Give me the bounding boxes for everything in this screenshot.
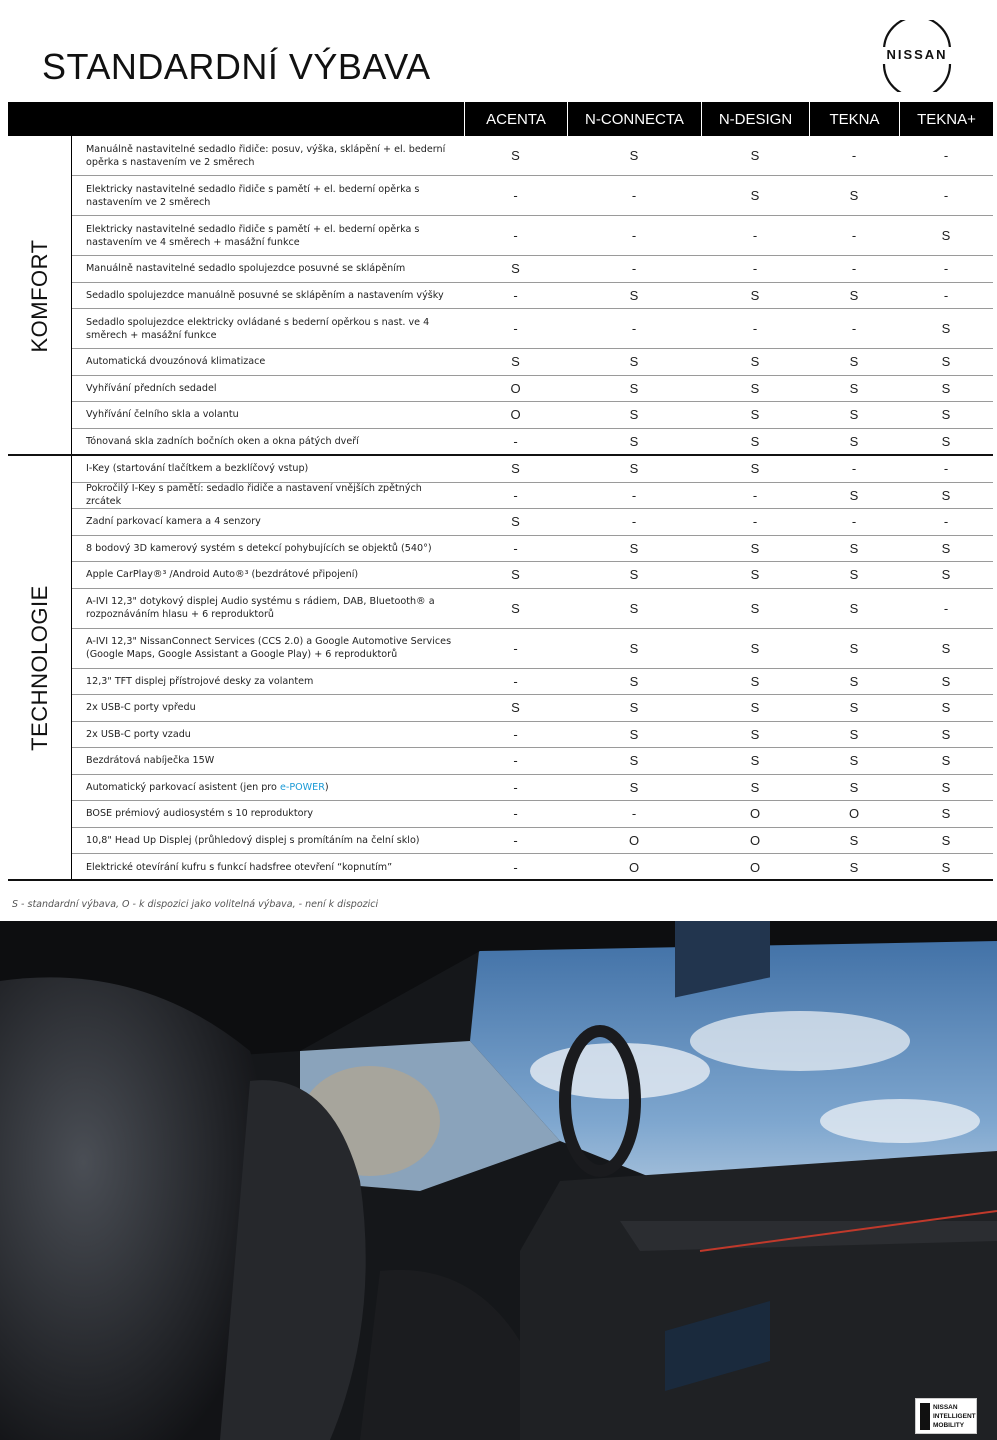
- availability-cell: S: [629, 407, 639, 423]
- table-row: [72, 402, 993, 429]
- availability-cell: S: [941, 859, 951, 875]
- availability-cell: S: [629, 380, 639, 396]
- availability-cell: S: [849, 354, 859, 370]
- availability-cell: -: [513, 487, 518, 503]
- availability-cell: S: [941, 832, 951, 848]
- table-row: [72, 589, 993, 629]
- table-row: [72, 176, 993, 216]
- feature-name: Sedadlo spolujezdce manuálně posuvné se sklápěním a nastavením výšky: [86, 289, 444, 301]
- availability-cell: -: [943, 148, 949, 163]
- table-row: [72, 349, 993, 376]
- availability-cell: -: [631, 321, 637, 336]
- availability-cell: S: [849, 640, 859, 656]
- table-row: [72, 722, 993, 749]
- availability-cell: -: [631, 514, 637, 530]
- feature-name: I-Key (startování tlačítkem a bezklíčový vstup): [86, 463, 309, 475]
- availability-cell: S: [511, 567, 520, 583]
- availability-cell: -: [943, 287, 949, 303]
- availability-cell: O: [848, 806, 860, 822]
- availability-cell: -: [513, 188, 518, 203]
- availability-cell: -: [851, 514, 857, 530]
- feature-name: 8 bodový 3D kamerový systém s detekcí pohybujících se objektů (540°): [86, 542, 432, 554]
- availability-cell: O: [628, 859, 640, 875]
- feature-name: Manuálně nastavitelné sedadlo spolujezdce posuvné se sklápěním: [86, 263, 406, 275]
- availability-cell: -: [851, 321, 857, 336]
- availability-cell: -: [513, 321, 518, 336]
- availability-cell: S: [629, 434, 639, 450]
- availability-cell: S: [849, 487, 859, 503]
- availability-cell: S: [941, 434, 951, 450]
- table-row: [72, 216, 993, 256]
- feature-name: 10,8" Head Up Displej (průhledový displej s promítáním na čelní sklo): [86, 834, 420, 846]
- availability-cell: S: [750, 287, 760, 303]
- availability-cell: S: [849, 407, 859, 423]
- section-rows-technologie: [72, 456, 993, 881]
- availability-cell: S: [750, 354, 760, 370]
- availability-cell: S: [941, 321, 951, 336]
- availability-cell: S: [629, 640, 639, 656]
- availability-cell: S: [849, 779, 859, 795]
- table-row: [72, 828, 993, 855]
- table-row: [72, 456, 993, 483]
- availability-cell: -: [513, 806, 518, 822]
- feature-name: Elektricky nastavitelné sedadlo řidiče s pamětí + el. bederní opěrka s nastavením ve 4 směrech + masážní funkce: [86, 223, 420, 248]
- feature-name: 2x USB-C porty vzadu: [86, 728, 191, 740]
- availability-cell: -: [631, 261, 637, 277]
- availability-cell: S: [849, 380, 859, 396]
- availability-cell: S: [629, 461, 639, 477]
- availability-cell: -: [631, 228, 637, 243]
- availability-cell: S: [750, 461, 760, 477]
- feature-name: 2x USB-C porty vpředu: [86, 702, 196, 714]
- availability-cell: -: [513, 753, 518, 769]
- column-header-acenta: ACENTA: [464, 102, 567, 136]
- table-row: [72, 376, 993, 403]
- feature-name: A-IVI 12,3" NissanConnect Services (CCS 2.0) a Google Automotive Services (Google Maps, Google Assistant a Google Play) + 6 reproduktorů: [86, 636, 452, 660]
- availability-cell: S: [511, 461, 520, 477]
- table-header: [8, 102, 993, 136]
- feature-name: Automatická dvouzónová klimatizace: [86, 356, 266, 368]
- availability-cell: -: [752, 228, 758, 243]
- availability-cell: -: [631, 487, 637, 503]
- availability-cell: S: [941, 228, 951, 243]
- feature-name: Tónovaná skla zadních bočních oken a okna pátých dveří: [86, 436, 359, 448]
- availability-cell: S: [629, 673, 639, 689]
- availability-cell: S: [849, 726, 859, 742]
- availability-cell: -: [631, 188, 637, 203]
- table-row: [72, 429, 993, 456]
- availability-cell: S: [629, 540, 639, 556]
- availability-cell: S: [849, 700, 859, 716]
- availability-cell: S: [629, 779, 639, 795]
- availability-cell: S: [849, 567, 859, 583]
- availability-cell: -: [851, 228, 857, 243]
- e-power-highlight: e-POWER: [279, 781, 325, 793]
- availability-cell: -: [752, 261, 758, 277]
- availability-cell: -: [513, 726, 518, 742]
- table-row: [72, 483, 993, 510]
- availability-cell: S: [941, 726, 951, 742]
- availability-cell: S: [511, 148, 520, 163]
- availability-cell: S: [750, 567, 760, 583]
- feature-name: Vyhřívání čelního skla a volantu: [86, 409, 239, 421]
- availability-cell: S: [629, 726, 639, 742]
- availability-cell: -: [631, 806, 637, 822]
- availability-cell: -: [513, 228, 518, 243]
- section-rows-komfort: [72, 136, 993, 455]
- availability-cell: -: [513, 540, 518, 556]
- column-header-n-design: N-DESIGN: [701, 102, 809, 136]
- table-row: [72, 562, 993, 589]
- availability-cell: S: [750, 640, 760, 656]
- availability-cell: S: [941, 354, 951, 370]
- availability-cell: S: [941, 640, 951, 656]
- feature-name: Manuálně nastavitelné sedadlo řidiče: posuv, výška, sklápění + el. bederní opěrka s nastavením ve 2 směrech: [86, 143, 446, 168]
- availability-cell: S: [849, 434, 859, 450]
- intelligent-mobility-logo: NISSAN INTELLIGENT MOBILITY: [915, 1398, 977, 1434]
- availability-cell: S: [941, 407, 951, 423]
- availability-cell: -: [752, 514, 758, 530]
- section-label-komfort: KOMFORT: [27, 238, 52, 353]
- feature-name: 12,3" TFT displej přístrojové desky za volantem: [86, 675, 314, 687]
- availability-cell: S: [941, 487, 951, 503]
- table-row: [72, 309, 993, 349]
- availability-cell: S: [629, 600, 639, 616]
- feature-name: A-IVI 12,3" dotykový displej Audio systému s rádiem, DAB, Bluetooth® a rozpoznáváním hlasu + 6 reproduktorů: [86, 596, 435, 620]
- column-header-n-connecta: N-CONNECTA: [567, 102, 701, 136]
- availability-cell: S: [750, 148, 760, 163]
- column-header-tekna-plus: TEKNA+: [899, 102, 993, 136]
- availability-cell: S: [629, 148, 639, 163]
- feature-name: Sedadlo spolujezdce elektricky ovládané s bederní opěrkou s nast. ve 4 směrech + masážní funkce: [86, 316, 430, 341]
- car-interior-photo: [0, 921, 997, 1440]
- legend: S - standardní výbava, O - k dispozici jako volitelná výbava, - není k dispozici: [12, 899, 379, 910]
- table-bottom-rule: [8, 879, 993, 881]
- table-row: [72, 629, 993, 669]
- availability-cell: S: [849, 832, 859, 848]
- feature-name: Elektrické otevírání kufru s funkcí hadsfree otevření “kopnutím”: [86, 861, 393, 873]
- availability-cell: S: [511, 261, 520, 277]
- availability-cell: S: [849, 753, 859, 769]
- availability-cell: S: [629, 287, 639, 303]
- availability-cell: S: [750, 726, 760, 742]
- availability-cell: S: [849, 287, 859, 303]
- availability-cell: S: [750, 753, 760, 769]
- availability-cell: S: [941, 380, 951, 396]
- availability-cell: S: [629, 753, 639, 769]
- table-row: [72, 536, 993, 563]
- section-technologie: [8, 456, 993, 880]
- availability-cell: S: [511, 700, 520, 716]
- availability-cell: -: [513, 434, 518, 450]
- availability-cell: S: [629, 700, 639, 716]
- availability-cell: S: [750, 700, 760, 716]
- section-komfort: [8, 136, 993, 455]
- availability-cell: -: [943, 261, 949, 277]
- table-row: [72, 854, 993, 881]
- availability-cell: -: [513, 832, 518, 848]
- availability-cell: S: [849, 600, 859, 616]
- feature-name: Bezdrátová nabíječka 15W: [86, 755, 215, 767]
- availability-cell: -: [513, 859, 518, 875]
- availability-cell: -: [943, 461, 949, 477]
- availability-cell: S: [750, 600, 760, 616]
- section-label-technologie: TECHNOLOGIE: [27, 585, 52, 751]
- table-row: [72, 748, 993, 775]
- nissan-logo: [874, 20, 960, 92]
- availability-cell: O: [628, 832, 640, 848]
- availability-cell: O: [749, 832, 761, 848]
- availability-cell: S: [750, 434, 760, 450]
- availability-cell: O: [749, 806, 761, 822]
- availability-cell: -: [943, 600, 949, 616]
- availability-cell: S: [941, 673, 951, 689]
- availability-cell: S: [941, 806, 951, 822]
- availability-cell: -: [752, 487, 758, 503]
- availability-cell: -: [851, 148, 857, 163]
- nissan-logo-text: NISSAN: [874, 47, 960, 63]
- availability-cell: -: [513, 779, 518, 795]
- availability-cell: -: [513, 673, 518, 689]
- availability-cell: S: [629, 567, 639, 583]
- availability-cell: S: [941, 779, 951, 795]
- feature-name: Automatický parkovací asistent (jen pro e-POWER): [86, 781, 329, 793]
- table-row: [72, 695, 993, 722]
- table-row: [72, 256, 993, 283]
- table-row: [72, 775, 993, 802]
- feature-name: Vyhřívání předních sedadel: [86, 382, 217, 394]
- availability-cell: -: [851, 261, 857, 277]
- table-row: [72, 136, 993, 176]
- feature-name: Apple CarPlay®³ /Android Auto®³ (bezdrátové připojení): [86, 569, 359, 581]
- availability-cell: S: [849, 188, 859, 203]
- availability-cell: S: [941, 700, 951, 716]
- availability-cell: O: [510, 407, 521, 423]
- page-title: STANDARDNÍ VÝBAVA: [42, 46, 431, 87]
- feature-name: Elektricky nastavitelné sedadlo řidiče s pamětí + el. bederní opěrka s nastavením ve 2 směrech: [86, 183, 420, 208]
- availability-cell: S: [750, 407, 760, 423]
- availability-cell: S: [849, 540, 859, 556]
- availability-cell: S: [750, 188, 760, 203]
- availability-cell: S: [941, 540, 951, 556]
- availability-cell: -: [851, 461, 857, 477]
- availability-cell: S: [511, 354, 520, 370]
- availability-cell: -: [752, 321, 758, 336]
- column-header-tekna: TEKNA: [809, 102, 899, 136]
- availability-cell: S: [511, 514, 520, 530]
- availability-cell: -: [513, 640, 518, 656]
- availability-cell: -: [943, 188, 949, 203]
- availability-cell: S: [941, 753, 951, 769]
- availability-cell: S: [629, 354, 639, 370]
- availability-cell: S: [849, 859, 859, 875]
- availability-cell: S: [750, 540, 760, 556]
- feature-name: BOSE prémiový audiosystém s 10 reproduktory: [86, 808, 314, 820]
- availability-cell: S: [750, 380, 760, 396]
- table-row: [72, 283, 993, 310]
- availability-cell: O: [510, 380, 521, 396]
- availability-cell: S: [511, 600, 520, 616]
- feature-name: Pokročilý I-Key s pamětí: sedadlo řidiče a nastavení vnějších zpětných zrcátek: [86, 483, 422, 508]
- table-row: [72, 509, 993, 536]
- table-row: [72, 669, 993, 696]
- availability-cell: O: [749, 859, 761, 875]
- availability-cell: S: [750, 779, 760, 795]
- availability-cell: -: [943, 514, 949, 530]
- availability-cell: -: [513, 287, 518, 303]
- feature-name: Zadní parkovací kamera a 4 senzory: [86, 516, 261, 528]
- availability-cell: S: [941, 567, 951, 583]
- availability-cell: S: [750, 673, 760, 689]
- availability-cell: S: [849, 673, 859, 689]
- table-row: [72, 801, 993, 828]
